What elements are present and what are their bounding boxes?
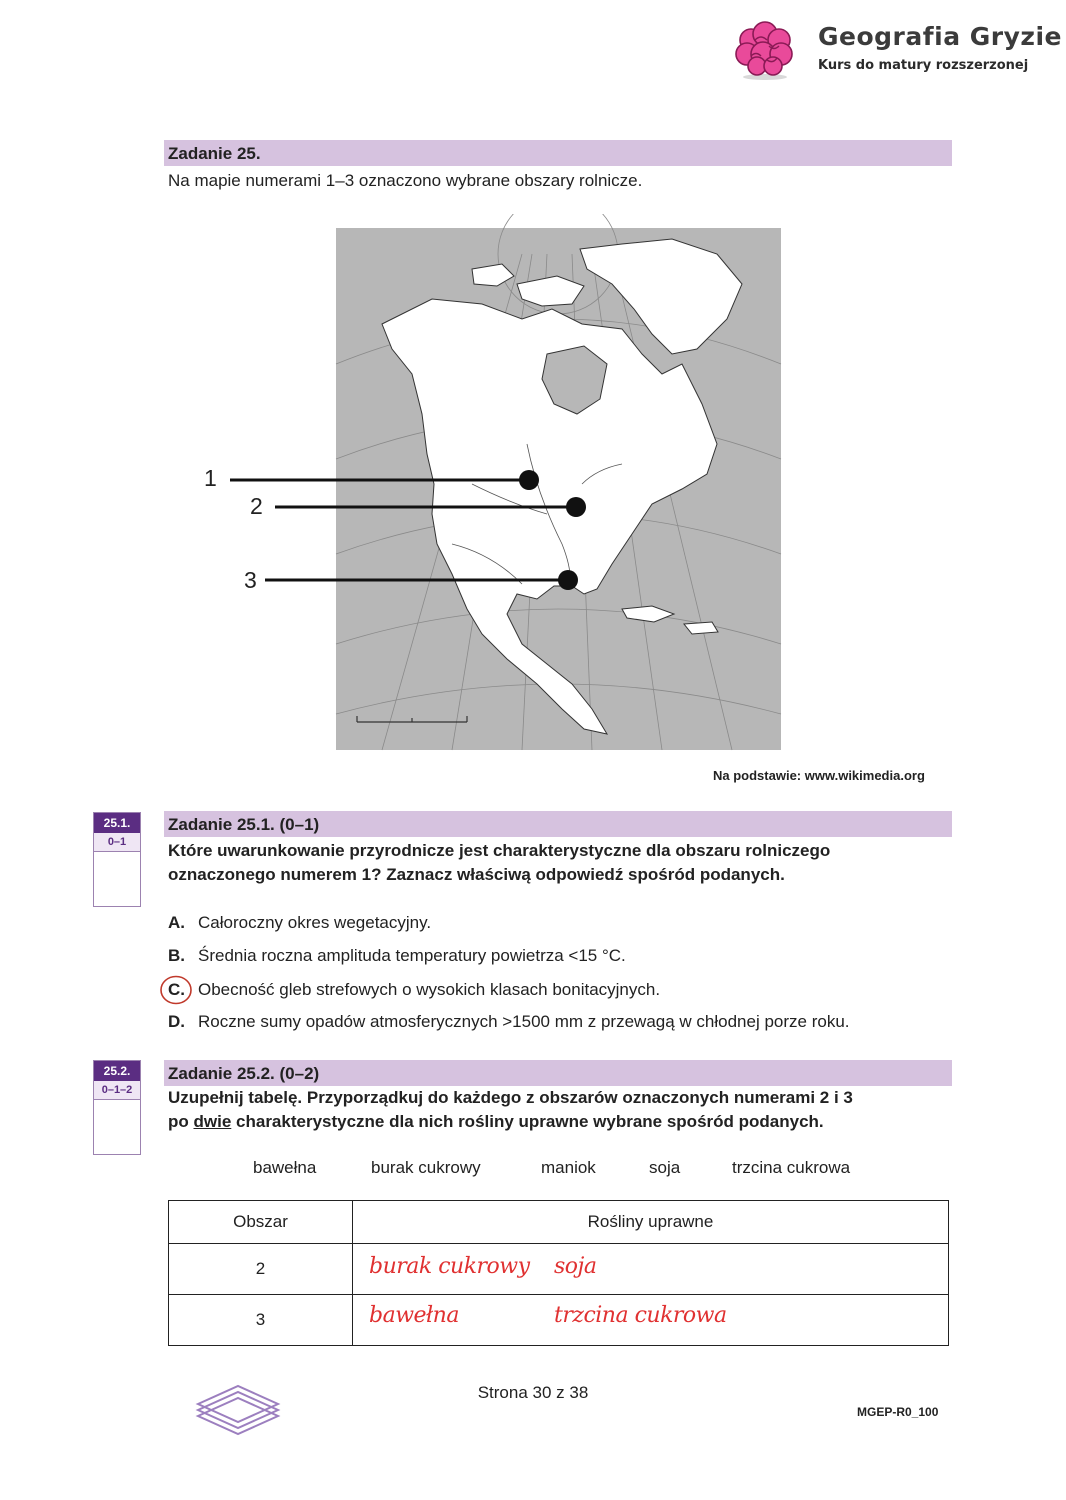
score-blank[interactable] bbox=[94, 1100, 140, 1154]
task-25-2-question-line1: Uzupełnij tabelę. Przyporządkuj do każdego z obszarów oznaczonych numerami 2 i 3 bbox=[168, 1088, 853, 1107]
handwritten-answer: soja bbox=[554, 1254, 597, 1279]
marker-1-dot bbox=[519, 470, 539, 490]
task-25-1-question-line2: oznaczonego numerem 1? Zaznacz właściwą odpowiedź spośród podanych. bbox=[168, 865, 785, 884]
crop-option: soja bbox=[649, 1158, 681, 1177]
score-number: 25.2. bbox=[94, 1061, 140, 1081]
score-box-25-1 bbox=[93, 812, 141, 907]
option-a[interactable] bbox=[168, 913, 431, 933]
crop-option: burak cukrowy bbox=[371, 1158, 481, 1177]
option-text: Roczne sumy opadów atmosferycznych >1500 mm z przewagą w chłodnej porze roku. bbox=[198, 1012, 850, 1031]
exam-code: MGEP-R0_100 bbox=[857, 1405, 939, 1419]
score-blank[interactable] bbox=[94, 852, 140, 906]
answer-table bbox=[168, 1200, 949, 1346]
marker-3-dot bbox=[558, 570, 578, 590]
table-header: Rośliny uprawne bbox=[353, 1201, 949, 1244]
score-box-25-2 bbox=[93, 1060, 141, 1155]
crop-option: trzcina cukrowa bbox=[732, 1158, 851, 1177]
option-d[interactable] bbox=[168, 1012, 850, 1032]
score-points: 0–1 bbox=[94, 833, 140, 852]
option-text: Średnia roczna amplituda temperatury powietrza <15 °C. bbox=[198, 946, 626, 965]
score-points: 0–1–2 bbox=[94, 1081, 140, 1100]
table-row bbox=[169, 1295, 949, 1346]
crop-option: bawełna bbox=[253, 1158, 317, 1177]
option-letter: D. bbox=[168, 1012, 185, 1031]
brain-logo-icon bbox=[733, 20, 797, 82]
selected-answer-circle-icon bbox=[159, 974, 193, 1006]
crop-option: maniok bbox=[541, 1158, 596, 1177]
answer-cell[interactable] bbox=[353, 1244, 949, 1295]
task-title-bar: Zadanie 25. bbox=[164, 140, 952, 166]
task-25-2-question-line2 bbox=[168, 1109, 824, 1134]
table-row bbox=[169, 1244, 949, 1295]
marker-2-label: 2 bbox=[250, 493, 263, 519]
area-cell: 3 bbox=[169, 1295, 353, 1346]
marker-2-dot bbox=[566, 497, 586, 517]
marker-3-label: 3 bbox=[244, 567, 257, 593]
option-letter: C. bbox=[168, 980, 185, 999]
handwritten-answer: bawełna bbox=[369, 1303, 459, 1328]
table-header-row bbox=[169, 1201, 949, 1244]
option-text: Całoroczny okres wegetacyjny. bbox=[198, 913, 432, 932]
option-letter: A. bbox=[168, 913, 185, 932]
option-c[interactable] bbox=[168, 980, 660, 1000]
table-header: Obszar bbox=[169, 1201, 353, 1244]
option-b[interactable] bbox=[168, 946, 626, 966]
marker-1-label: 1 bbox=[204, 465, 217, 491]
task-25-2-title: Zadanie 25.2. (0–2) bbox=[164, 1060, 952, 1086]
question-text: po bbox=[168, 1112, 194, 1131]
brand-tagline: Kurs do matury rozszerzonej bbox=[818, 58, 1029, 73]
map-source: Na podstawie: www.wikimedia.org bbox=[713, 768, 925, 783]
task-25-1-question-line1: Które uwarunkowanie przyrodnicze jest charakterystyczne dla obszaru rolniczego bbox=[168, 841, 831, 860]
score-number: 25.1. bbox=[94, 813, 140, 833]
option-letter: B. bbox=[168, 946, 185, 965]
handwritten-answer: trzcina cukrowa bbox=[554, 1303, 727, 1328]
question-emphasis: dwie bbox=[193, 1112, 232, 1131]
area-cell: 2 bbox=[169, 1244, 353, 1295]
handwritten-answer: burak cukrowy bbox=[369, 1254, 530, 1279]
page-number: Strona 30 z 38 bbox=[477, 1383, 589, 1402]
question-text: charakterystyczne dla nich rośliny uprawne wybrane spośród podanych. bbox=[231, 1112, 824, 1131]
option-text: Obecność gleb strefowych o wysokich klasach bonitacyjnych. bbox=[198, 980, 661, 999]
answer-cell[interactable] bbox=[353, 1295, 949, 1346]
task-25-1-title: Zadanie 25.1. (0–1) bbox=[164, 811, 952, 837]
brand-title: Geografia Gryzie bbox=[818, 22, 1062, 51]
task-intro: Na mapie numerami 1–3 oznaczono wybrane obszary rolnicze. bbox=[168, 171, 643, 190]
